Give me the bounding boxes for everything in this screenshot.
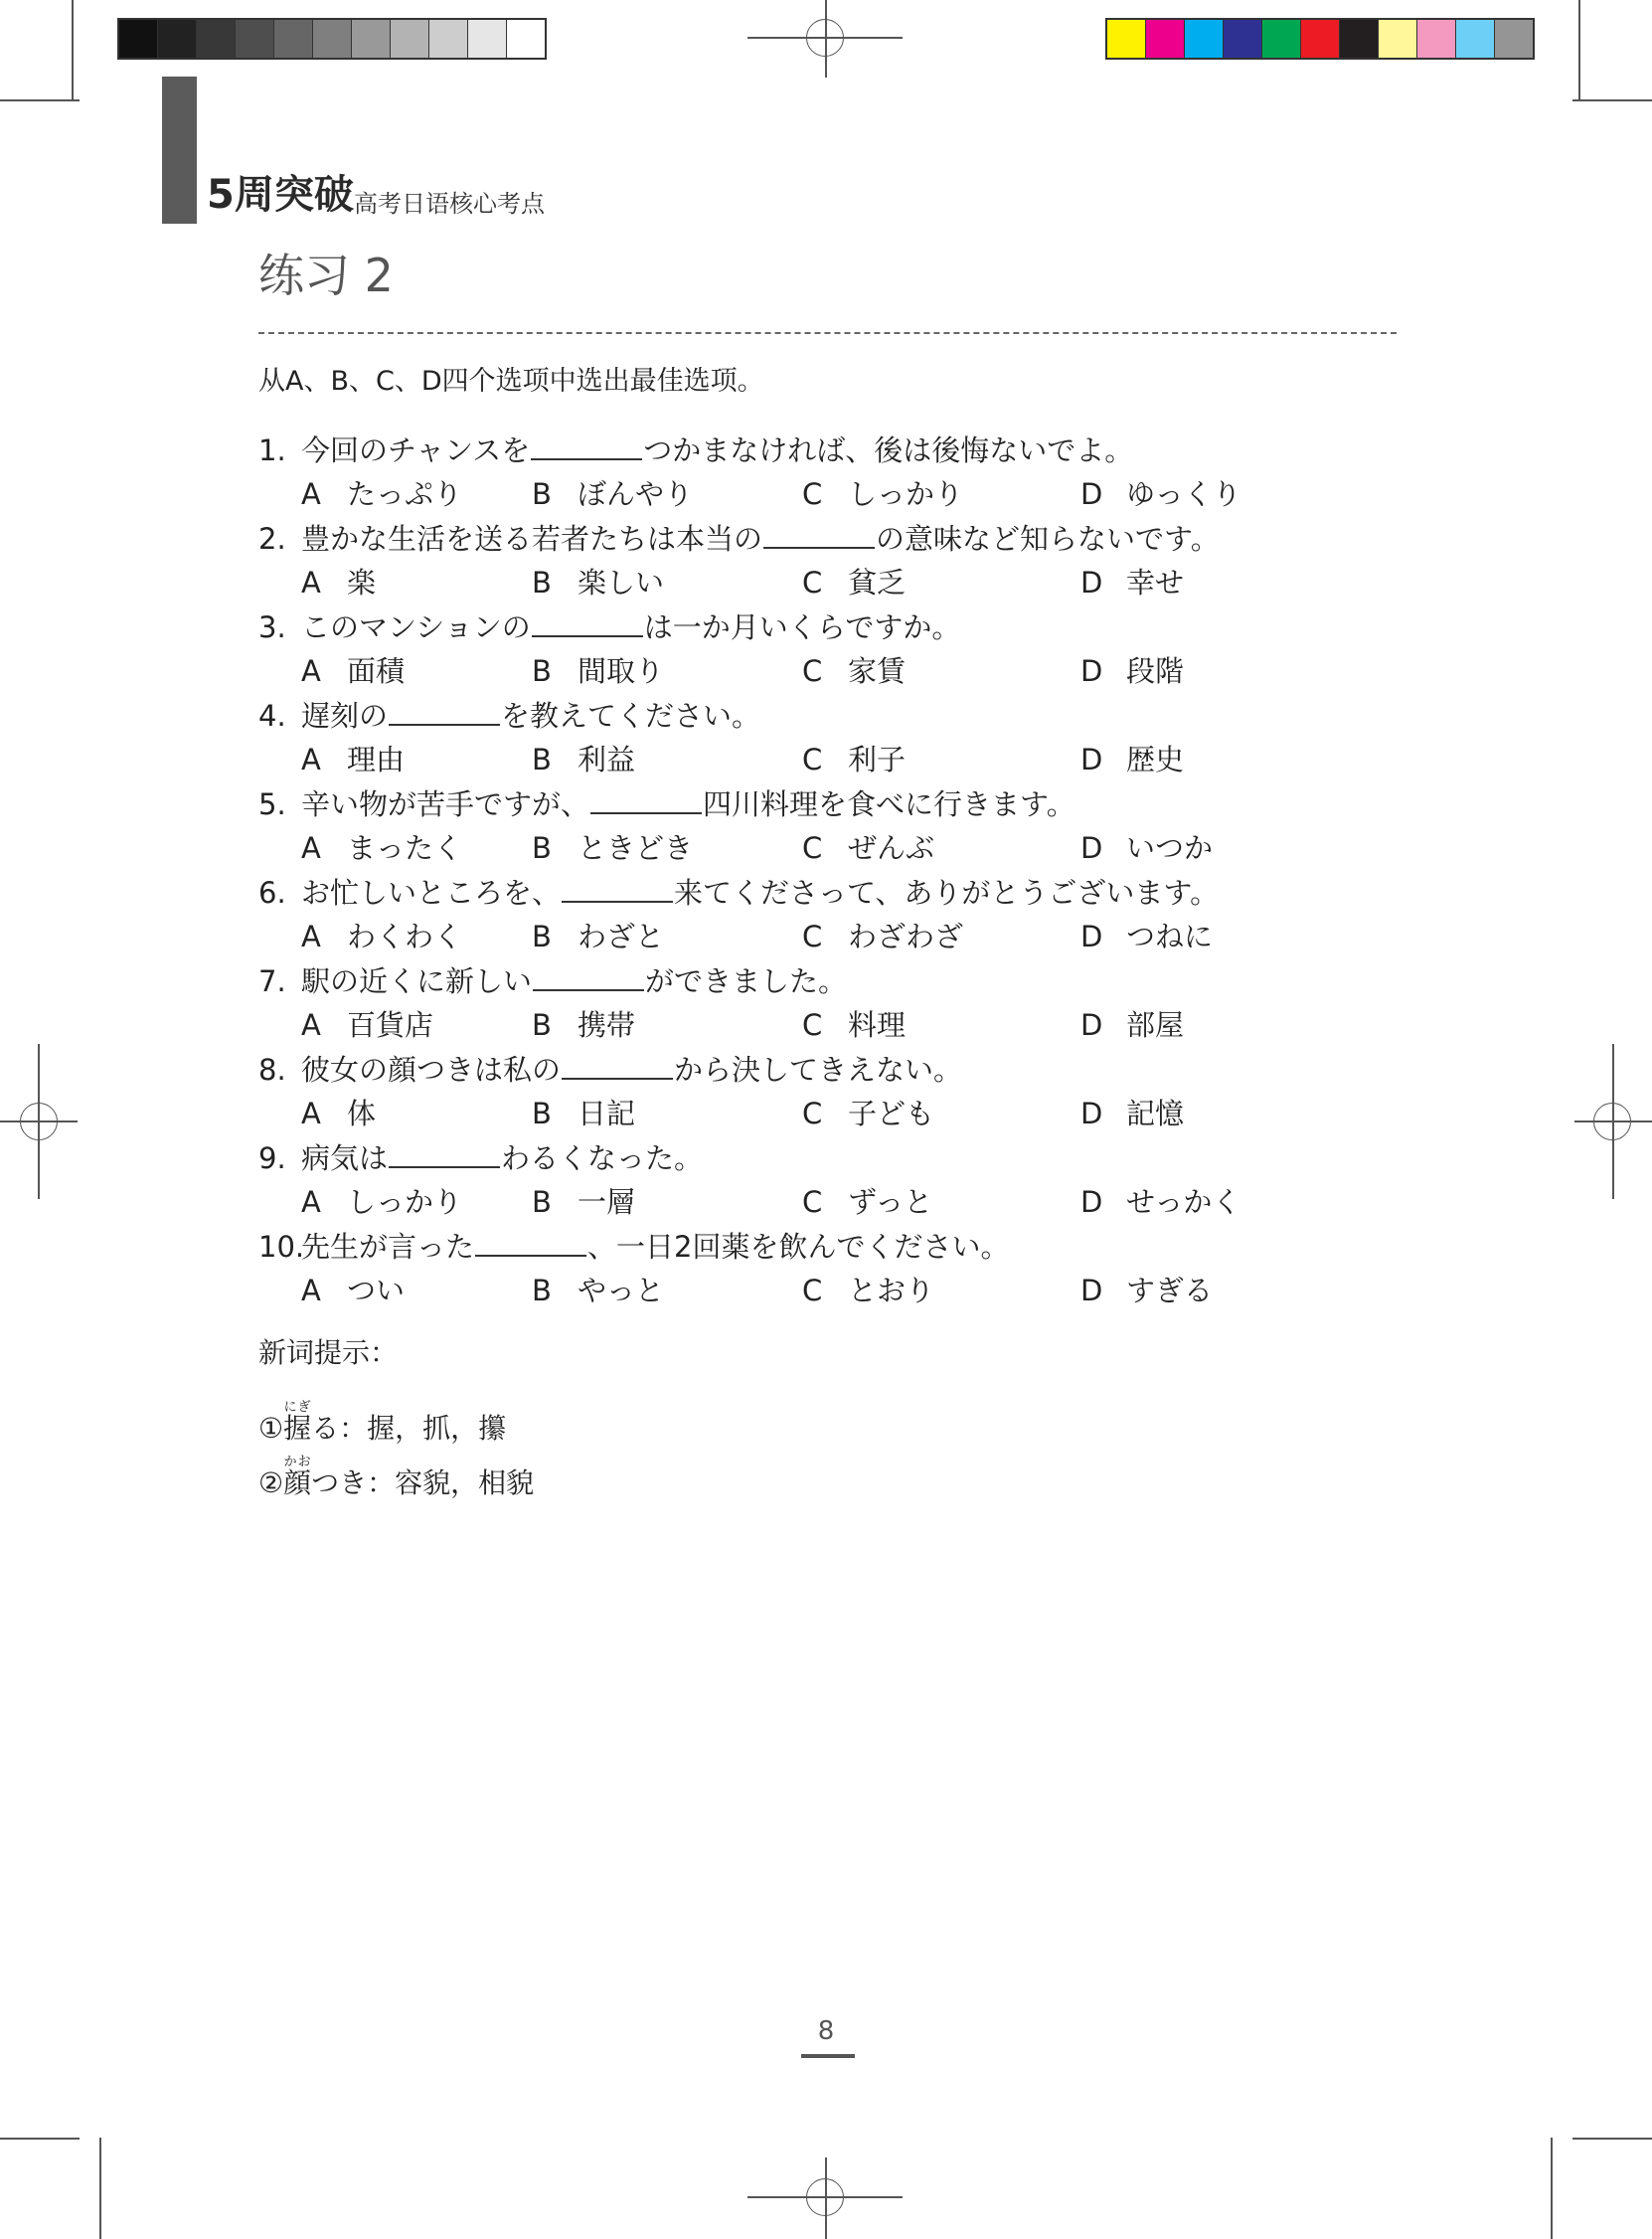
- option-letter: B: [532, 920, 552, 953]
- question-item: [258, 870, 1402, 958]
- option-letter: D: [1080, 1008, 1103, 1042]
- question-stem-before: 豊かな生活を送る若者たちは本当の: [301, 522, 763, 556]
- option-text: とおり: [848, 1274, 935, 1307]
- answer-blank[interactable]: [590, 788, 702, 814]
- question-stem-after: つかまなければ、後は後悔ないでよ。: [643, 433, 1134, 467]
- option-d[interactable]: [1080, 566, 1184, 601]
- calibration-swatch: [1379, 20, 1417, 58]
- option-letter: B: [532, 743, 552, 776]
- registration-circle-icon: [806, 2178, 844, 2216]
- answer-blank[interactable]: [531, 434, 642, 460]
- calibration-swatch: [1185, 20, 1224, 58]
- option-text: 幸せ: [1126, 566, 1185, 600]
- calibration-swatch: [197, 20, 236, 58]
- calibration-swatch: [1301, 20, 1340, 58]
- option-letter: C: [802, 831, 823, 865]
- question-stem-before: 辛い物が苦手ですが、: [301, 787, 590, 821]
- option-a[interactable]: [301, 477, 462, 512]
- option-text: せっかく: [1126, 1185, 1241, 1219]
- answer-blank[interactable]: [562, 877, 673, 903]
- color-calibration-strip: [1105, 18, 1535, 60]
- calibration-swatch: [429, 20, 468, 58]
- option-a[interactable]: [301, 1274, 405, 1308]
- option-letter: A: [301, 743, 321, 776]
- option-c[interactable]: [802, 566, 906, 601]
- option-c[interactable]: [802, 743, 906, 777]
- option-a[interactable]: [301, 654, 405, 689]
- answer-blank[interactable]: [532, 611, 643, 637]
- instruction-text: 从A、B、C、D四个选项中选出最佳选项。: [258, 366, 764, 397]
- question-text: [258, 1053, 962, 1088]
- option-c[interactable]: [802, 477, 963, 512]
- option-text: 一層: [578, 1185, 636, 1219]
- option-b[interactable]: [532, 1185, 635, 1220]
- option-text: 体: [347, 1097, 377, 1130]
- option-text: 料理: [848, 1008, 907, 1042]
- question-number: 9.: [258, 1141, 286, 1175]
- question-stem-after: から決してきえない。: [674, 1053, 963, 1087]
- question-item: [258, 693, 1402, 781]
- option-letter: A: [301, 566, 321, 600]
- grayscale-calibration-strip: [117, 18, 547, 60]
- option-d[interactable]: [1080, 920, 1213, 954]
- question-text: [258, 610, 960, 645]
- question-number: 4.: [258, 699, 286, 733]
- question-number: 2.: [258, 522, 286, 556]
- page-number: 8: [817, 2016, 835, 2046]
- question-text: [258, 433, 1133, 468]
- question-number: 6.: [258, 876, 286, 910]
- question-text: [258, 1141, 703, 1176]
- option-a[interactable]: [301, 920, 462, 954]
- option-b[interactable]: [532, 920, 664, 954]
- option-b[interactable]: [532, 1274, 664, 1308]
- calibration-swatch: [507, 20, 545, 58]
- crop-mark: [1578, 0, 1580, 99]
- option-text: たっぷり: [347, 477, 463, 511]
- option-b[interactable]: [532, 831, 693, 866]
- calibration-swatch: [1262, 20, 1301, 58]
- crop-mark: [0, 2138, 80, 2140]
- option-letter: C: [802, 654, 823, 688]
- calibration-swatch: [391, 20, 429, 58]
- option-d[interactable]: [1080, 1185, 1240, 1220]
- question-list: [258, 428, 1402, 1312]
- calibration-swatch: [1224, 20, 1262, 58]
- question-stem-before: 駅の近くに新しい: [301, 964, 533, 998]
- question-stem-before: お忙しいところを、: [301, 876, 562, 910]
- question-number: 1.: [258, 433, 286, 467]
- option-letter: D: [1080, 920, 1103, 953]
- option-letter: D: [1080, 743, 1103, 776]
- question-stem-after: を教えてください。: [501, 699, 761, 733]
- option-text: 日記: [578, 1097, 636, 1130]
- question-number: 3.: [258, 610, 286, 644]
- option-letter: D: [1080, 477, 1103, 511]
- option-a[interactable]: [301, 1097, 376, 1131]
- option-text: しっかり: [347, 1185, 463, 1219]
- option-c[interactable]: [802, 920, 963, 954]
- option-text: いつか: [1126, 831, 1214, 865]
- answer-blank[interactable]: [562, 1054, 673, 1080]
- option-text: つねに: [1126, 920, 1214, 953]
- option-letter: D: [1080, 1274, 1103, 1307]
- option-text: しっかり: [848, 477, 964, 511]
- option-text: ぼんやり: [578, 477, 694, 511]
- option-text: 貧乏: [848, 566, 907, 600]
- option-letter: C: [802, 1274, 823, 1307]
- calibration-swatch: [1107, 20, 1146, 58]
- registration-circle-icon: [1593, 1103, 1631, 1140]
- option-letter: A: [301, 831, 321, 865]
- option-letter: C: [802, 566, 823, 600]
- question-text: [258, 522, 1220, 557]
- calibration-swatch: [119, 20, 158, 58]
- option-d[interactable]: [1080, 1008, 1184, 1043]
- option-letter: A: [301, 920, 321, 953]
- option-text: ゆっくり: [1126, 477, 1241, 511]
- option-text: わざわざ: [848, 920, 964, 953]
- option-text: 家賃: [848, 654, 907, 688]
- option-text: わざと: [578, 920, 665, 953]
- option-b[interactable]: [532, 1008, 635, 1043]
- calibration-swatch: [236, 20, 274, 58]
- question-item: [258, 516, 1402, 604]
- question-stem-after: わるくなった。: [501, 1141, 704, 1175]
- calibration-swatch: [1340, 20, 1379, 58]
- option-c[interactable]: [802, 1097, 934, 1131]
- question-text: [258, 1230, 1009, 1265]
- option-letter: C: [802, 920, 823, 953]
- option-letter: A: [301, 477, 321, 511]
- crop-mark: [1572, 99, 1652, 101]
- option-d[interactable]: [1080, 477, 1241, 512]
- question-stem-after: の意味など知らないです。: [876, 522, 1220, 556]
- crop-mark: [0, 99, 80, 101]
- option-letter: C: [802, 1097, 823, 1130]
- option-a[interactable]: [301, 566, 376, 601]
- option-b[interactable]: [532, 477, 693, 512]
- question-item: [258, 428, 1402, 516]
- header-accent-bar: [162, 77, 197, 224]
- option-d[interactable]: [1080, 831, 1213, 866]
- calibration-swatch: [1146, 20, 1185, 58]
- vocab-item: ①握にぎる：握，抓，攥: [258, 1400, 507, 1445]
- question-stem-before: 彼女の顔つきは私の: [301, 1053, 562, 1087]
- crop-mark: [1572, 2138, 1652, 2140]
- question-item: [258, 1224, 1402, 1312]
- option-a[interactable]: [301, 1185, 462, 1220]
- question-number: 5.: [258, 787, 286, 821]
- question-stem-after: 、一日2回薬を飲んでください。: [587, 1230, 1010, 1264]
- option-text: ときどき: [578, 831, 694, 865]
- option-b[interactable]: [532, 1097, 635, 1131]
- option-text: 楽: [347, 566, 377, 600]
- question-text: [258, 787, 1075, 822]
- option-d[interactable]: [1080, 1097, 1184, 1131]
- question-item: [258, 1135, 1402, 1224]
- question-text: [258, 699, 760, 734]
- option-letter: B: [532, 566, 552, 600]
- calibration-swatch: [468, 20, 507, 58]
- option-b[interactable]: [532, 566, 664, 601]
- question-text: [258, 964, 847, 999]
- question-stem-before: 今回のチャンスを: [301, 433, 531, 467]
- option-text: 利益: [578, 743, 636, 776]
- option-text: 部屋: [1126, 1008, 1185, 1042]
- question-stem-before: 遅刻の: [301, 699, 389, 733]
- option-text: 利子: [848, 743, 907, 776]
- option-letter: A: [301, 1008, 321, 1042]
- crop-mark: [99, 2138, 101, 2239]
- calibration-swatch: [274, 20, 313, 58]
- answer-blank[interactable]: [475, 1231, 586, 1257]
- option-text: わくわく: [347, 920, 463, 953]
- question-item: [258, 1047, 1402, 1135]
- answer-blank[interactable]: [389, 700, 500, 726]
- dashed-divider: [258, 332, 1397, 334]
- option-text: 百貨店: [347, 1008, 434, 1042]
- option-letter: D: [1080, 1097, 1103, 1130]
- option-text: すぎる: [1126, 1274, 1214, 1307]
- question-item: [258, 781, 1402, 870]
- answer-blank[interactable]: [389, 1142, 500, 1168]
- option-d[interactable]: [1080, 743, 1184, 777]
- option-a[interactable]: [301, 1008, 433, 1043]
- calibration-swatch: [1456, 20, 1495, 58]
- question-stem-after: 四川料理を食べに行きます。: [703, 787, 1075, 821]
- option-b[interactable]: [532, 743, 635, 777]
- option-text: 歴史: [1126, 743, 1185, 776]
- crop-mark: [72, 0, 74, 99]
- option-letter: C: [802, 743, 823, 776]
- vocab-title: 新词提示：: [258, 1336, 399, 1369]
- option-letter: C: [802, 1008, 823, 1042]
- option-letter: A: [301, 654, 321, 688]
- answer-blank[interactable]: [763, 523, 875, 549]
- option-letter: D: [1080, 1185, 1103, 1219]
- calibration-swatch: [313, 20, 352, 58]
- option-letter: B: [532, 654, 552, 688]
- page-number-rule: [801, 2054, 855, 2058]
- option-letter: B: [532, 831, 552, 865]
- calibration-swatch: [1495, 20, 1533, 58]
- option-letter: A: [301, 1274, 321, 1307]
- question-number: 7.: [258, 964, 286, 998]
- option-text: 段階: [1126, 654, 1185, 688]
- question-number: 8.: [258, 1053, 286, 1087]
- book-subtitle: 高考日语核心考点: [354, 190, 545, 218]
- option-text: 面積: [347, 654, 406, 688]
- option-text: 子ども: [848, 1097, 935, 1130]
- option-text: ぜんぶ: [848, 831, 935, 865]
- calibration-swatch: [158, 20, 197, 58]
- option-letter: B: [532, 1274, 552, 1307]
- question-number: 10.: [258, 1230, 305, 1264]
- option-letter: B: [532, 1008, 552, 1042]
- option-c[interactable]: [802, 1274, 934, 1308]
- option-letter: B: [532, 477, 552, 511]
- option-letter: B: [532, 1185, 552, 1219]
- crop-mark: [1551, 2138, 1553, 2239]
- question-stem-after: 来てくださって、ありがとうございます。: [674, 876, 1220, 910]
- option-a[interactable]: [301, 831, 462, 866]
- option-text: 携帯: [578, 1008, 636, 1042]
- option-b[interactable]: [532, 654, 664, 689]
- registration-circle-icon: [806, 19, 844, 57]
- option-letter: A: [301, 1185, 321, 1219]
- section-title: 练习 2: [258, 249, 394, 302]
- option-d[interactable]: [1080, 654, 1184, 689]
- option-text: 楽しい: [578, 566, 665, 600]
- option-a[interactable]: [301, 743, 405, 777]
- option-c[interactable]: [802, 831, 934, 866]
- option-letter: D: [1080, 831, 1103, 865]
- option-text: 記憶: [1126, 1097, 1185, 1130]
- question-stem-before: このマンションの: [301, 610, 531, 644]
- question-stem-after: ができました。: [645, 964, 848, 998]
- option-text: まったく: [347, 831, 463, 865]
- calibration-swatch: [352, 20, 391, 58]
- option-letter: D: [1080, 654, 1103, 688]
- option-text: ずっと: [848, 1185, 933, 1219]
- question-item: [258, 604, 1402, 693]
- option-letter: B: [532, 1097, 552, 1130]
- option-text: 間取り: [578, 654, 665, 688]
- question-stem-before: 先生が言った: [301, 1230, 475, 1264]
- book-title: 5周突破: [207, 172, 354, 218]
- option-letter: D: [1080, 566, 1103, 600]
- question-text: [258, 876, 1219, 911]
- option-c[interactable]: [802, 1185, 932, 1220]
- answer-blank[interactable]: [533, 965, 644, 991]
- option-c[interactable]: [802, 1008, 906, 1043]
- registration-circle-icon: [20, 1103, 58, 1140]
- question-stem-after: は一か月いくらですか。: [643, 610, 961, 644]
- option-d[interactable]: [1080, 1274, 1213, 1308]
- option-text: つい: [347, 1274, 406, 1307]
- option-text: やっと: [578, 1274, 665, 1307]
- question-item: [258, 958, 1402, 1047]
- calibration-swatch: [1417, 20, 1456, 58]
- option-letter: C: [802, 477, 823, 511]
- option-text: 理由: [347, 743, 406, 776]
- option-letter: C: [802, 1185, 823, 1219]
- option-c[interactable]: [802, 654, 906, 689]
- option-letter: A: [301, 1097, 321, 1130]
- vocab-item: ②顔かおつき：容貌，相貌: [258, 1455, 535, 1499]
- question-stem-before: 病気は: [301, 1141, 389, 1175]
